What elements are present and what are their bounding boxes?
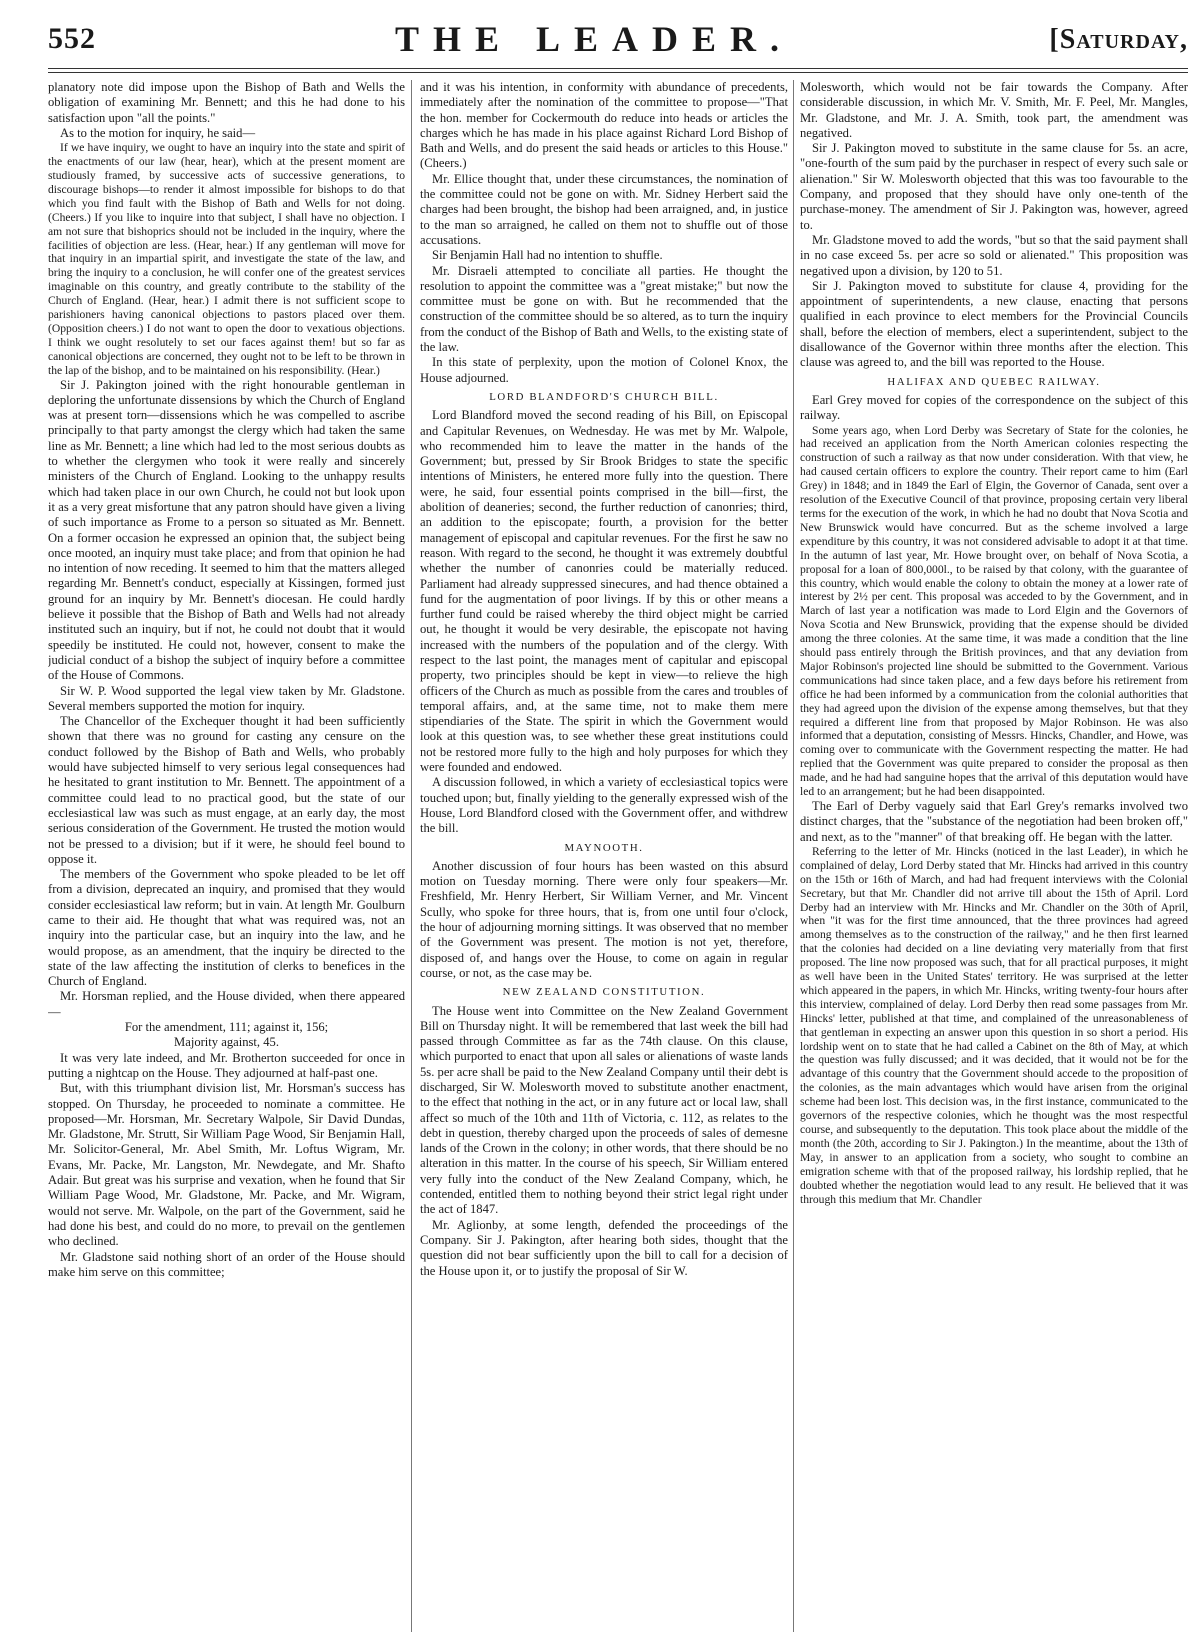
paragraph: Lord Blandford moved the second reading of his Bill, on Episcopal and Capitular Revenues, on Wednesday. He was met by Mr. Walpole, who recommended him to leave the matter in the hands of the Government; but, pressed by Sir Brook Bridges to state the specific intentions of Ministers, he entered more fully into the question. There were, he said, four essential points comprised in the bill—first, the abolition of deaneries; second, the further reduction of canonries; third, an addition to the episcopate; fourth, a provision for the better management of episcopal and capitular revenues. For the first he saw no reason. With regard to the second, he thought it was extremely doubtful whether the number of canonries could be materially reduced. Parliament had already suppressed sinecures, and had thence obtained a fund for the augmentation of poor livings. If by this or other means a further fund could be raised whereby the third object might be carried out, he thought it would be very desirable, the episcopate not having increased with the numbers of the population and of the clergy. With respect to the last point, the manages ment of capitular and episcopal property, two principles should be kept in view—to relieve the high officers of the Church as much as possible from the cares and troubles of temporal affairs, and, at the same time, not to make them mere stipendiaries of the State. The spirit in which the Government would look at this question was, to see whether these great institutions could not be restored more fully to the high and holy purposes for which they were founded and endowed. [420,408,788,775]
paragraph: Mr. Gladstone moved to add the words, "but so that the said payment shall in no case exceed 5s. per acre so sold or alienated." This proposition was negatived upon a division, by 120 to 51. [800,232,1188,278]
paragraph: Molesworth, which would not be fair towards the Company. After considerable discussion, in which Mr. V. Smith, Mr. F. Peel, Mr. Mangles, Mr. Gladstone, and Mr. J. A. Smith, took part, the amendment was negatived. [800,80,1188,140]
paragraph: Mr. Aglionby, at some length, defended the proceedings of the Company. Sir J. Pakington, after hearing both sides, thought that the question did not bear sufficiently upon the bill to call for a decision of the House upon it, or to justify the proposal of Sir W. [420,1217,788,1278]
paragraph: The House went into Committee on the New Zealand Government Bill on Thursday night. It will be remembered that last week the bill had passed through Committee as far as the 74th clause. On this clause, which purported to enact that upon all sales or alienations of waste lands 5s. per acre shall be paid to the New Zealand Company until their debt is discharged, Sir W. Molesworth moved to substitute another enactment, to the effect that nothing in the act, or in any future act or local law, shall affect so much of the 10th and 11th of Victoria, c. 112, as relates to the debt in question, thereby charged upon the proceeds of sales of demesne lands of the Crown in the colony; in other words, that there should be no alteration in this matter. In the course of his speech, Sir William entered very fully into the conduct of the New Zealand Company, which, he contended, entitled them to nothing beyond their strict legal right under the act of 1847. [420,1003,788,1217]
paragraph: The Chancellor of the Exchequer thought it had been sufficiently shown that there was no ground for casting any censure on the conduct followed by the Bishop of Bath and Wells, who probably would have subjected himself to very serious legal consequences had he hesitated to grant institution to Mr. Bennett. The appointment of a committee could lead to no practical good, but the state of our ecclesiastical law was such as must engage, at an early day, the most serious consideration of the Government. He trusted the motion would not be pressed to a division; but if it were, he should feel bound to oppose it. [48,714,405,866]
paragraph: Earl Grey moved for copies of the correspondence on the subject of this railway. [800,392,1188,423]
column-1 [48,80,405,1632]
paragraph: The members of the Government who spoke pleaded to be let off from a division, deprecated an inquiry, and promised that they would consider ecclesiastical law reform; but in vain. At length Mr. Goulburn came to their aid. He thought that what was required was, not an inquiry into the particular case, but an inquiry into the law, and he would propose, as an amendment, that the inquiry be directed to the state of the law affecting the institution of clerks to benefices in the Church of England. [48,867,405,989]
paragraph: and it was his intention, in conformity with abundance of precedents, immediately after the nomination of the committee to propose—"That the hon. member for Cockermouth do reduce into heads or articles the charges which he has made in his place against Richard Lord Bishop of Bath and Wells, and do present the said heads or articles to this House." (Cheers.) [420,80,788,171]
page-number: 552 [48,22,96,55]
masthead-rule [48,68,1188,69]
paragraph: A discussion followed, in which a variety of ecclesiastical topics were touched upon; but, finally yielding to the generally expressed wish of the House, Lord Blandford closed with the Government offer, and withdrew the bill. [420,775,788,836]
paragraph: It was very late indeed, and Mr. Brotherton succeeded for once in putting a nightcap on the House. They adjourned at half-past one. [48,1050,405,1080]
quoted-speech: If we have inquiry, we ought to have an inquiry into the state and spirit of the enactments of our law (hear, hear), which at the present moment are studiously framed, by successive acts of successive generations, to discourage bishops—to render it almost impossible for bishops to do that which you find fault with the Bishop of Bath and Wells for not doing. (Cheers.) If you like to inquire into that subject, I shall have no objection. I am not sure that bishoprics should not be included in the inquiry, where the facilities of objection are less. (Hear, hear.) If any gentleman will move for that inquiry in an impartial spirit, and investigate the state of the law, and bring the inquiry to a conclusion, he will confer one of the greatest services imaginable on this country, and greatly contribute to the stability of the Church of England. (Hear, hear.) I admit there is not sufficient scope to parishioners having canonical objections to pastors placed over them. (Opposition cheers.) I do not want to open the door to vexatious objections. I think we ought resolutely to set our faces against them! but so far as canonical objections are concerned, they ought not to be left to be thrown in the lap of the bishop, and to be maintained on his responsibility. (Hear.) [48,141,405,377]
paragraph: Sir Benjamin Hall had no intention to shuffle. [432,248,663,263]
division-result: For the amendment, 111; against it, 156; [124,1020,329,1035]
paragraph: But, with this triumphant division list, Mr. Horsman's success has stopped. On Thursday, he proceeded to nominate a committee. He proposed—Mr. Horsman, Mr. Secretary Walpole, Sir David Dundas, Mr. Gladstone, Mr. Strutt, Sir William Page Wood, Sir Benjamin Hall, Mr. Solicitor-General, Mr. Abel Smith, Mr. Loftus Wigram, Mr. Evans, Mr. Packe, Mr. Langston, Mr. Newdegate, and Mr. Shafto Adair. But great was his surprise and vexation, when he found that Sir William Page Wood, Mr. Gladstone, Mr. Packe, and Mr. Wigram, would not serve. Mr. Walpole, on the part of the Government, said he had done his best, and could do no more, to prevail on the gentlemen who declined. [48,1081,405,1249]
paragraph: Mr. Ellice thought that, under these circumstances, the nomination of the committee could not be gone on with. Mr. Sidney Herbert said the charges had been brought, the bishop had been arraigned, and, in justice to the man so arraigned, he called on them not to shuffle out of those accusations. [420,171,788,247]
paragraph: Sir J. Pakington moved to substitute for clause 4, providing for the appointment of superintendents, a new clause, enacting that persons qualified in each province to elect members for the Provincial Councils shall, before the election of members, elect a superintendent, subject to the disallowance of the Governor within three months after the election. This clause was agreed to, and the bill was reported to the House. [800,278,1188,370]
column-3 [800,80,1188,1632]
section-heading: MAYNOOTH. [564,841,644,854]
section-heading: HALIFAX AND QUEBEC RAILWAY. [887,375,1101,388]
masthead-rule-thin [48,72,1188,73]
section-heading: LORD BLANDFORD'S CHURCH BILL. [489,390,719,403]
paper-title: THE LEADER. [394,19,794,59]
paragraph: Sir J. Pakington moved to substitute in the same clause for 5s. an acre, "one-fourth of the sum paid by the purchaser in respect of every such sale or alienation." Sir W. Molesworth objected that this was too favourable to the Company, and proposed that they should have only one-tenth of the purchase-money. The amendment of Sir J. Pakington was, however, agreed to. [800,141,1188,232]
paragraph: Sir J. Pakington joined with the right honourable gentleman in deploring the unfortunate dissensions by which the Church of England was at present torn—dissensions which he was compelled to ascribe principally to that party amongst the clergy which had taken the same line as Mr. Bennett; a line which had led to the most serious doubts as to whether the clergymen who took it were really and sincerely ministers of the Church of England. Looking to the unhappy results which had taken place in our own Church, he could not but look upon it as a very great misfortune that any patron should have given a living of such importance as Frome to a person so situated as Mr. Bennett. On a former occasion he expressed an opinion that, the subject being once mooted, an inquiry must take place; and from that opinion he had no intention of now receding. It seemed to him that the matters alleged regarding Mr. Bennett's conduct, especially at Kissingen, formed just ground for an inquiry by Mr. Bennett's diocesan. He could hardly believe it possible that the Bishop of Bath and Wells had not already instituted such an inquiry, but if not, he could not doubt that it would speedily be instituted. He could not, however, consent to make the judicial conduct of a bishop the subject of inquiry before a committee of the House of Commons. [48,377,405,683]
division-majority: Majority against, 45. [174,1035,279,1050]
paragraph: Referring to the letter of Mr. Hincks (noticed in the last Leader), in which he complained of delay, Lord Derby stated that Mr. Hincks had arrived in this country on the 15th or 16th of March, and had had frequent interviews with the Colonial Secretary, but that Mr. Chandler did not arrive till about the 15th of April. Lord Derby had an interview with Mr. Hincks and Mr. Chandler on the 30th of April, when "it was for the first time announced, that the three provinces had agreed among themselves as to the construction of the railway," and he then first learned that the colonies had decided on a line deviating very materially from that first proposed. The line now proposed was such, that for all practical purposes, it might as well have been in the United States' territory. He was surprised at the letter which appeared in the papers, in which Mr. Hincks, writing twenty-four hours after this interview, complained of delay. Lord Derby then read some passages from Mr. Hincks' letter, published at that time, and complained of the unreasonableness of that gentleman in expecting an answer upon this question in so short a period. His lordship went on to state that he had called a Cabinet on the 8th of May, at which the question was fully discussed; and it was decided, that it would not be for the advantage of this country that the Government should accede to the proposition of the colonies, as the main advantages which would have arisen from the original scheme had been lost. This decision was, in the first instance, communicated to the governors of the respective colonies, which he thought was the most respectful course, and subsequently to the deputation. This took place about the middle of the month (the 20th, according to Sir J. Pakington.) In the meantime, about the 13th of May, in answer to an application from a society, who sought to combine an emigration scheme with that of the proposed railway, his lordship replied, that he doubted whether the negotiation would lead to any result. He believed that it was through this medium that Mr. Chandler [800,844,1188,1206]
paragraph: Mr. Disraeli attempted to conciliate all parties. He thought the resolution to appoint the committee was a "great mistake;" but now the committee must be gone on with. But he recommended that the construction of the committee should be so altered, as to turn the inquiry from the conduct of the Bishop of Bath and Wells, to the existing state of the law. [420,263,788,355]
paragraph: Mr. Gladstone said nothing short of an order of the House should make him serve on this committee; [48,1249,405,1279]
paragraph: In this state of perplexity, upon the motion of Colonel Knox, the House adjourned. [420,355,788,385]
paragraph: planatory note did impose upon the Bishop of Bath and Wells the obligation of examining Mr. Bennett; and this he had done to his satisfaction upon "all the points." [48,80,405,125]
paragraph: Sir W. P. Wood supported the legal view taken by Mr. Gladstone. Several members supported the motion for inquiry. [48,683,405,713]
paragraph: Another discussion of four hours has been wasted on this absurd motion on Tuesday morning. There were only four speakers—Mr. Freshfield, Mr. Henry Herbert, Sir William Verner, and Mr. Vincent Scully, who spoke for three hours, that is, from one until four o'clock, the hour of adjourning morning sittings. It was observed that no member of the Government was present. The motion is not yet, therefore, disposed of, and hangs over the House, to come on again in regular course, or not, as the case may be. [420,858,788,980]
issue-day: [Saturday, [1049,24,1188,55]
paragraph: Some years ago, when Lord Derby was Secretary of State for the colonies, he had received an application from the North American colonies respecting the construction of such a railway as that now under consideration. With that view, he had caused certain officers to explore the country. Their report came to him (Earl Grey) in 1848; and in 1849 the Earl of Elgin, the Governor of Canada, sent over a resolution of the Executive Council of that province, proposing certain very liberal terms for the execution of the work, in which he had no doubt that Nova Scotia and New Brunswick would have concurred. But as the scheme involved a large expenditure by this country, it was not considered advisable to adopt it at that time. In the autumn of last year, Mr. Howe brought over, on behalf of Nova Scotia, a proposal for a loan of 800,000l., to be raised by that colony, with the guarantee of this country, which would enable the colony to obtain the money at a lower rate of interest by 2½ per cent. This proposal was acceded to by the Government, and in March of last year a notification was made to Lord Elgin and the Governors of Nova Scotia and New Brunswick, providing that the expense should be divided among the three colonies. At the same time, it was made a condition that the line should pass entirely through the British provinces, and that any deviation from Major Robinson's projected line should be submitted to the Government. Various communications had since taken place, and a few days before his retirement from office he had been informed by a communication from the colonial authorities that they had agreed upon the division of the expense among themselves, but that they required a different line from that proposed by Major Robinson. He was also informed that a deputation, consisting of Messrs. Hincks, Chandler, and Howe, was coming over to communicate with the Government respecting the matter. He had replied that the Government was quite prepared to consider the proposal as then made, and he had had sanguine hopes that the arrival of this deputation would have led to an arrangement; but he had been disappointed. [800,423,1188,799]
section-heading: NEW ZEALAND CONSTITUTION. [502,986,706,999]
paragraph: As to the motion for inquiry, he said— [60,125,256,140]
column-2 [420,80,788,1632]
paragraph: The Earl of Derby vaguely said that Earl Grey's remarks involved two distinct charges, that the "substance of the negotiation had been broken off," and next, as to the "manner" of that breaking off. He began with the latter. [800,799,1188,844]
column-divider [793,80,794,1632]
masthead [48,18,1188,64]
column-divider [411,80,412,1632]
paragraph: Mr. Horsman replied, and the House divided, when there appeared— [48,989,405,1019]
